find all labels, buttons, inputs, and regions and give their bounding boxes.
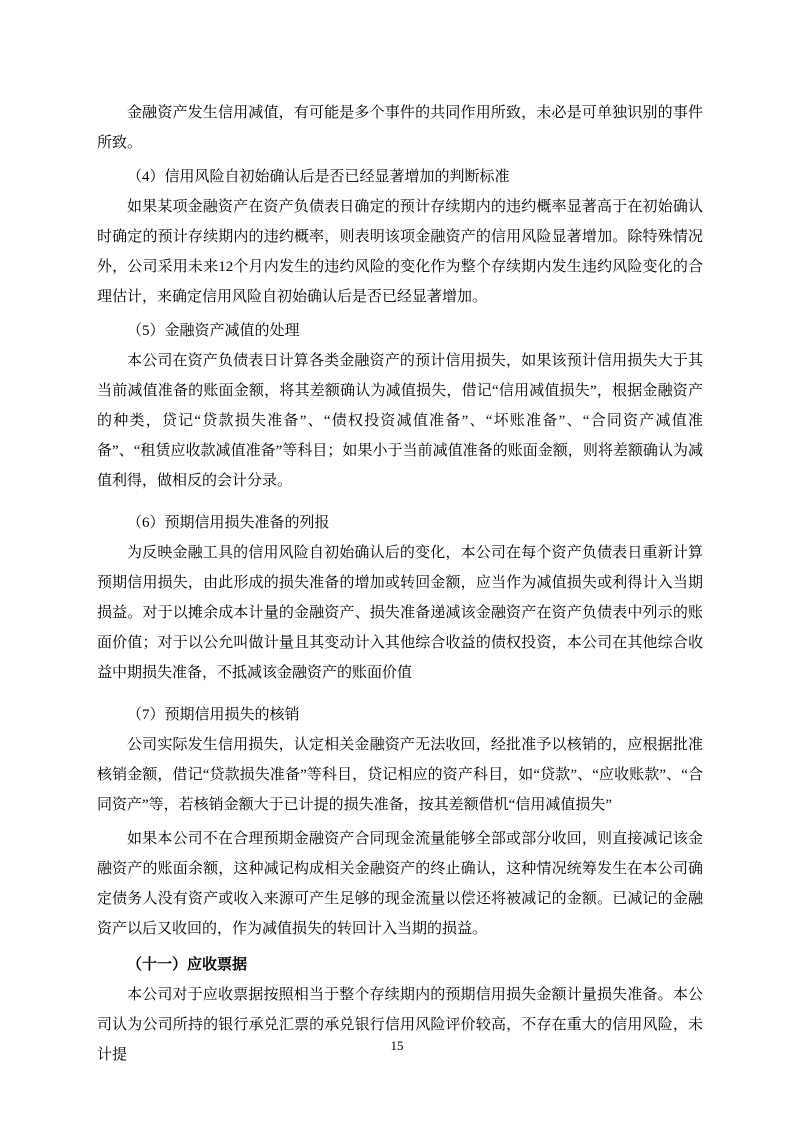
paragraph-credit-impairment-cause: 金融资产发生信用减值，有可能是多个事件的共同作用所致，未必是可单独识别的事件所致。	[97, 105, 703, 151]
section-heading-7: （7）预期信用损失的核销	[127, 707, 300, 723]
paragraph-ecl-writeoff: 公司实际发生信用损失，认定相关金融资产无法收回，经批准予以核销的，应根据批准核销金额，借记“贷款损失准备”等科目，贷记相应的资产科目，如“贷款”、“应收账款”、“合同资产”等，若核销金额大于已计提的损失准备，按其差额借机“信用减值损失”	[97, 737, 703, 813]
section-heading-5: （5）金融资产减值的处理	[127, 323, 300, 339]
paragraph-direct-writedown: 如果本公司不在合理预期金融资产合同现金流量能够全部或部分收回，则直接减记该金融资产的账面余额，这种减记构成相关金融资产的终止确认，这种情况统筹发生在本公司确定债务人没有资产或收入来源可产生足够的现金流量以偿还将被减记的金额。已减记的金融资产以后又收回的，作为减值损失的转回计入当期的损益。	[97, 831, 703, 937]
document-body	[97, 98, 703, 1070]
section-heading-4: （4）信用风险自初始确认后是否已经显著增加的判断标准	[127, 169, 510, 185]
page-number: 15	[390, 1038, 404, 1053]
section-heading-6: （6）预期信用损失准备的列报	[127, 515, 330, 531]
paragraph-credit-risk-increase: 如果某项金融资产在资产负债表日确定的预计存续期内的违约概率显著高于在初始确认时确定的预计存续期内的违约概率，则表明该项金融资产的信用风险显著增加。除特殊情况外，公司采用未来12个月内发生的违约风险的变化作为整个存续期内发生违约风险变化的合理估计，来确定信用风险自初始确认后是否已经显著增加。	[97, 199, 703, 305]
section-heading-11-notes-receivable: （十一）应收票据	[127, 957, 248, 973]
paragraph-impairment-treatment: 本公司在资产负债表日计算各类金融资产的预计信用损失，如果该预计信用损失大于其当前减值准备的账面金额，将其差额确认为减值损失，借记“信用减值损失”，根据金融资产的种类，贷记“贷款损失准备”、“债权投资减值准备”、“坏账准备”、“合同资产减值准备”、“租赁应收款减值准备”等科目；如果小于当前减值准备的账面金额，则将差额确认为减值利得，做相反的会计分录。	[97, 353, 703, 489]
paragraph-notes-receivable-policy: 本公司对于应收票据按照相当于整个存续期内的预期信用损失金额计量损失准备。本公司认为公司所持的银行承兑汇票的承兑银行信用风险评价较高，不存在重大的信用风险，未计提	[97, 987, 703, 1063]
paragraph-ecl-presentation: 为反映金融工具的信用风险自初始确认后的变化，本公司在每个资产负债表日重新计算预期信用损失，由此形成的损失准备的增加或转回金额，应当作为减值损失或利得计入当期损益。对于以摊余成本计量的金融资产、损失准备递减该金融资产在资产负债表中列示的账面价值；对于以公允叫做计量且其变动计入其他综合收益的债权投资，本公司在其他综合收益中期损失准备，不抵减该金融资产的账面价值	[97, 545, 703, 681]
